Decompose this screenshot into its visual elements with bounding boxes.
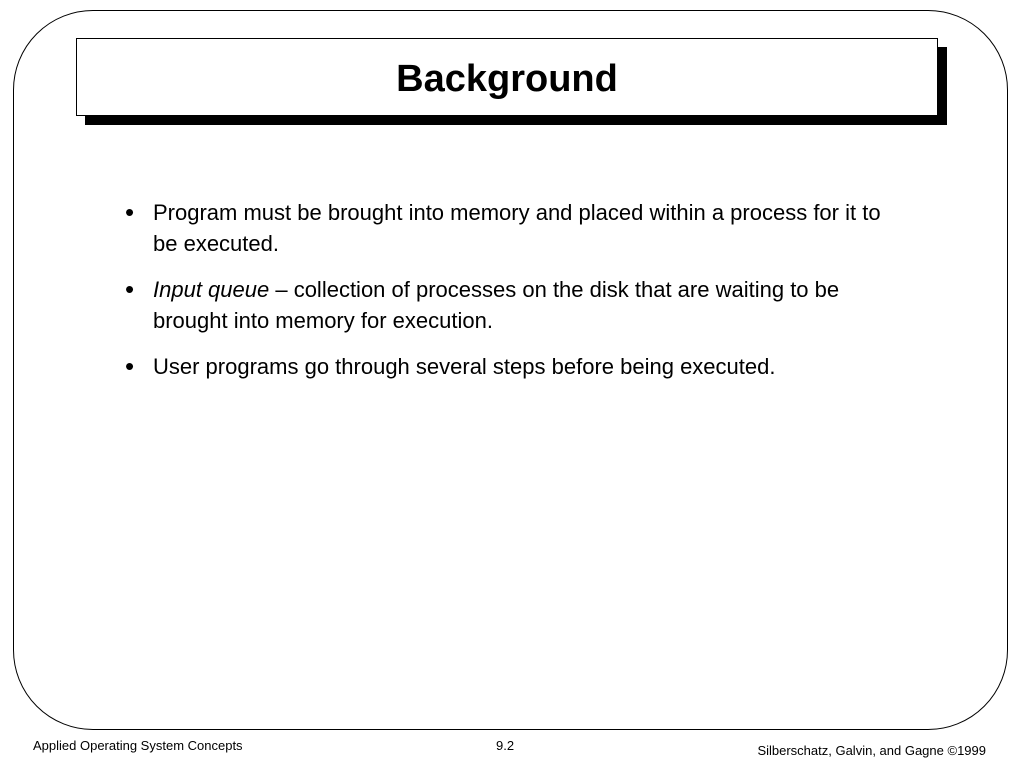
bullet-dot-icon: •: [125, 274, 135, 304]
bullet-item: [125, 351, 905, 382]
bullet-list: [125, 197, 905, 397]
title-box: [76, 38, 938, 116]
footer-course-title: Applied Operating System Concepts: [33, 738, 243, 753]
slide-title: Background: [396, 57, 618, 100]
footer-page-number: 9.2: [496, 738, 515, 753]
bullet-dot-icon: •: [125, 351, 135, 381]
bullet-text: User programs go through several steps before being executed.: [153, 354, 776, 379]
bullet-dot-icon: •: [125, 197, 135, 227]
bullet-text: Program must be brought into memory and placed within a process for it to be executed.: [153, 200, 881, 256]
bullet-item: [125, 274, 905, 336]
bullet-item: [125, 197, 905, 259]
footer-copyright: Silberschatz, Galvin, and Gagne ©1999: [757, 743, 986, 758]
bullet-emphasis: Input queue: [153, 277, 270, 302]
bullet-text: – collection of processes on the disk that are waiting to be brought into memory for execution.: [153, 277, 840, 333]
